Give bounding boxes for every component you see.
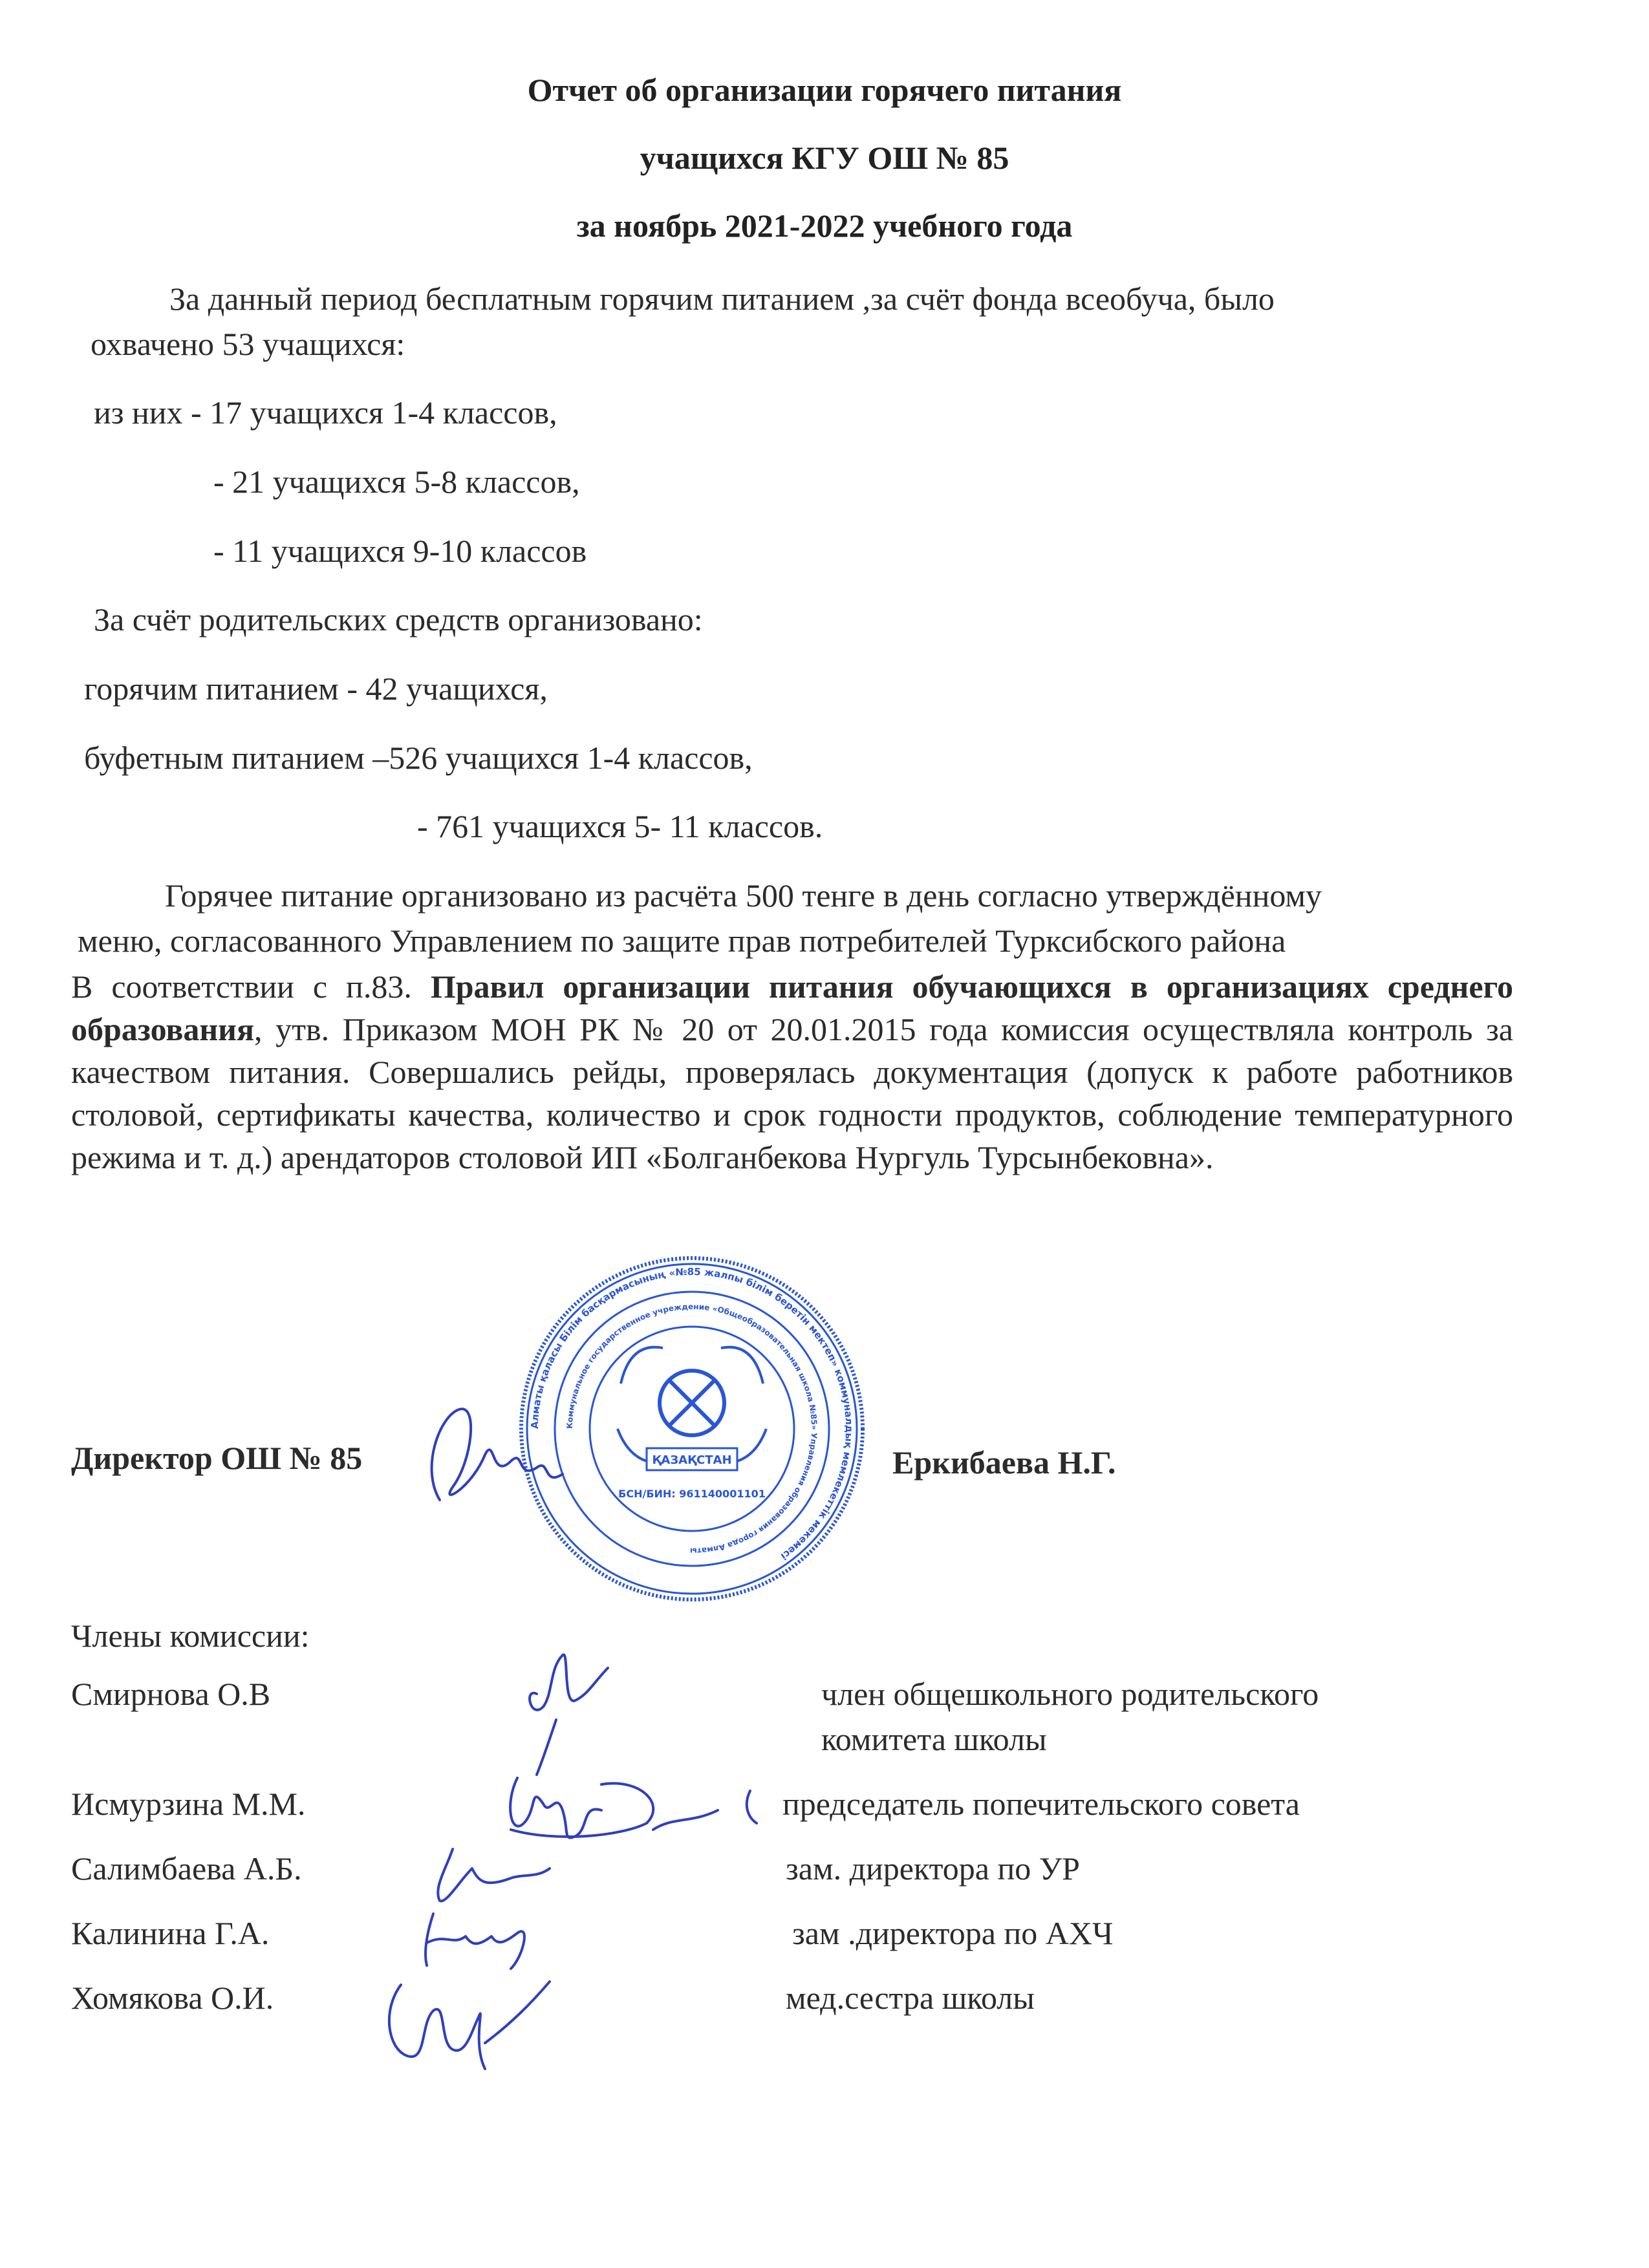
director-title: Директор ОШ № 85 [71, 1440, 363, 1476]
stamp-center-label: ҚАЗАҚСТАН [652, 1453, 732, 1467]
member-signature-4 [407, 1907, 563, 1972]
member-name-2: Исмурзина М.М. [71, 1786, 306, 1822]
parent-funded-buffet-1: буфетным питанием –526 учащихся 1-4 классов, [84, 740, 753, 776]
member-role-1: член общешкольного родительского [821, 1676, 1319, 1712]
body-p2-rest: , утв. Приказом МОН РК № 20 от 20.01.2015 года комиссия осуществляла контроль за качеством питания. Совершались рейды, проверялась документация (допуск к работе работников столовой, сертификаты качества, количество и срок годности продуктов, соблюдение температурного режима и т. д.) арендаторов столовой ИП «Болганбекова Нургуль Турсынбековна». [71, 1011, 1513, 1175]
director-name: Еркибаева Н.Г. [892, 1444, 1116, 1481]
body-p2-rules-title: Правил организации питания обучающихся в организациях среднего образования [71, 968, 1513, 1047]
member-signature-1 [498, 1629, 640, 1778]
free-meals-breakdown-1: из них - 17 учащихся 1-4 классов, [94, 394, 557, 431]
emblem-icon [618, 1347, 766, 1461]
member-role-3: зам. директора по УР [786, 1850, 1080, 1887]
member-name-1: Смирнова О.В [71, 1676, 271, 1712]
member-name-5: Хомякова О.И. [71, 1980, 274, 2016]
free-meals-breakdown-2: - 21 учащихся 5-8 классов, [213, 464, 580, 500]
director-signature [414, 1390, 569, 1526]
body-line-1: Горячее питание организовано из расчёта 500 тенге в день согласно утверждённому [165, 877, 1322, 914]
body-line-2: меню, согласованного Управлением по защите прав потребителей Турксибского района [78, 923, 1286, 959]
member-role-1b: комитета школы [821, 1721, 1047, 1757]
member-signature-5 [362, 1972, 556, 2075]
free-meals-intro-line-1: За данный период бесплатным горячим питанием ,за счёт фонда всеобуча, было [169, 281, 1275, 317]
report-title-line-1: Отчет об организации горячего питания [527, 72, 1122, 108]
member-role-2: председатель попечительского совета [782, 1786, 1300, 1822]
member-role-4: зам .директора по АХЧ [792, 1915, 1114, 1951]
member-name-4: Калинина Г.А. [71, 1915, 270, 1951]
report-title-line-3: за ноябрь 2021-2022 учебного года [576, 208, 1073, 244]
parent-funded-heading: За счёт родительских средств организовано: [94, 601, 703, 637]
stamp-bin: БСН/БИН: 961140001101 [618, 1488, 766, 1500]
body-p2-prefix: В соответствии с п.83. [71, 968, 431, 1005]
parent-funded-buffet-2: - 761 учащихся 5- 11 классов. [417, 808, 823, 844]
body-paragraph-2 [71, 965, 1513, 1179]
parent-funded-hot: горячим питанием - 42 учащихся, [84, 670, 548, 707]
stamp-inner-text: Коммунальное государственное учреждение «Общеобразовательная школа №85» Управления образования города Алматы [565, 1301, 819, 1556]
free-meals-intro-line-2: охвачено 53 учащихся: [91, 326, 405, 362]
report-title-line-2: учащихся КГУ ОШ № 85 [640, 140, 1009, 176]
member-role-5: мед.сестра школы [786, 1980, 1035, 2016]
member-name-3: Салимбаева А.Б. [71, 1850, 302, 1887]
school-stamp [517, 1254, 867, 1603]
commission-label: Члены комиссии: [71, 1618, 310, 1654]
free-meals-breakdown-3: - 11 учащихся 9-10 классов [213, 533, 587, 569]
member-signature-3 [407, 1843, 563, 1907]
member-signature-2 [491, 1765, 776, 1849]
stamp-outer-text: Алматы қаласы Білім басқармасының «№85 жалпы білім беретін мектеп» коммуналдық мемлекеттік мекемесі [528, 1265, 856, 1563]
